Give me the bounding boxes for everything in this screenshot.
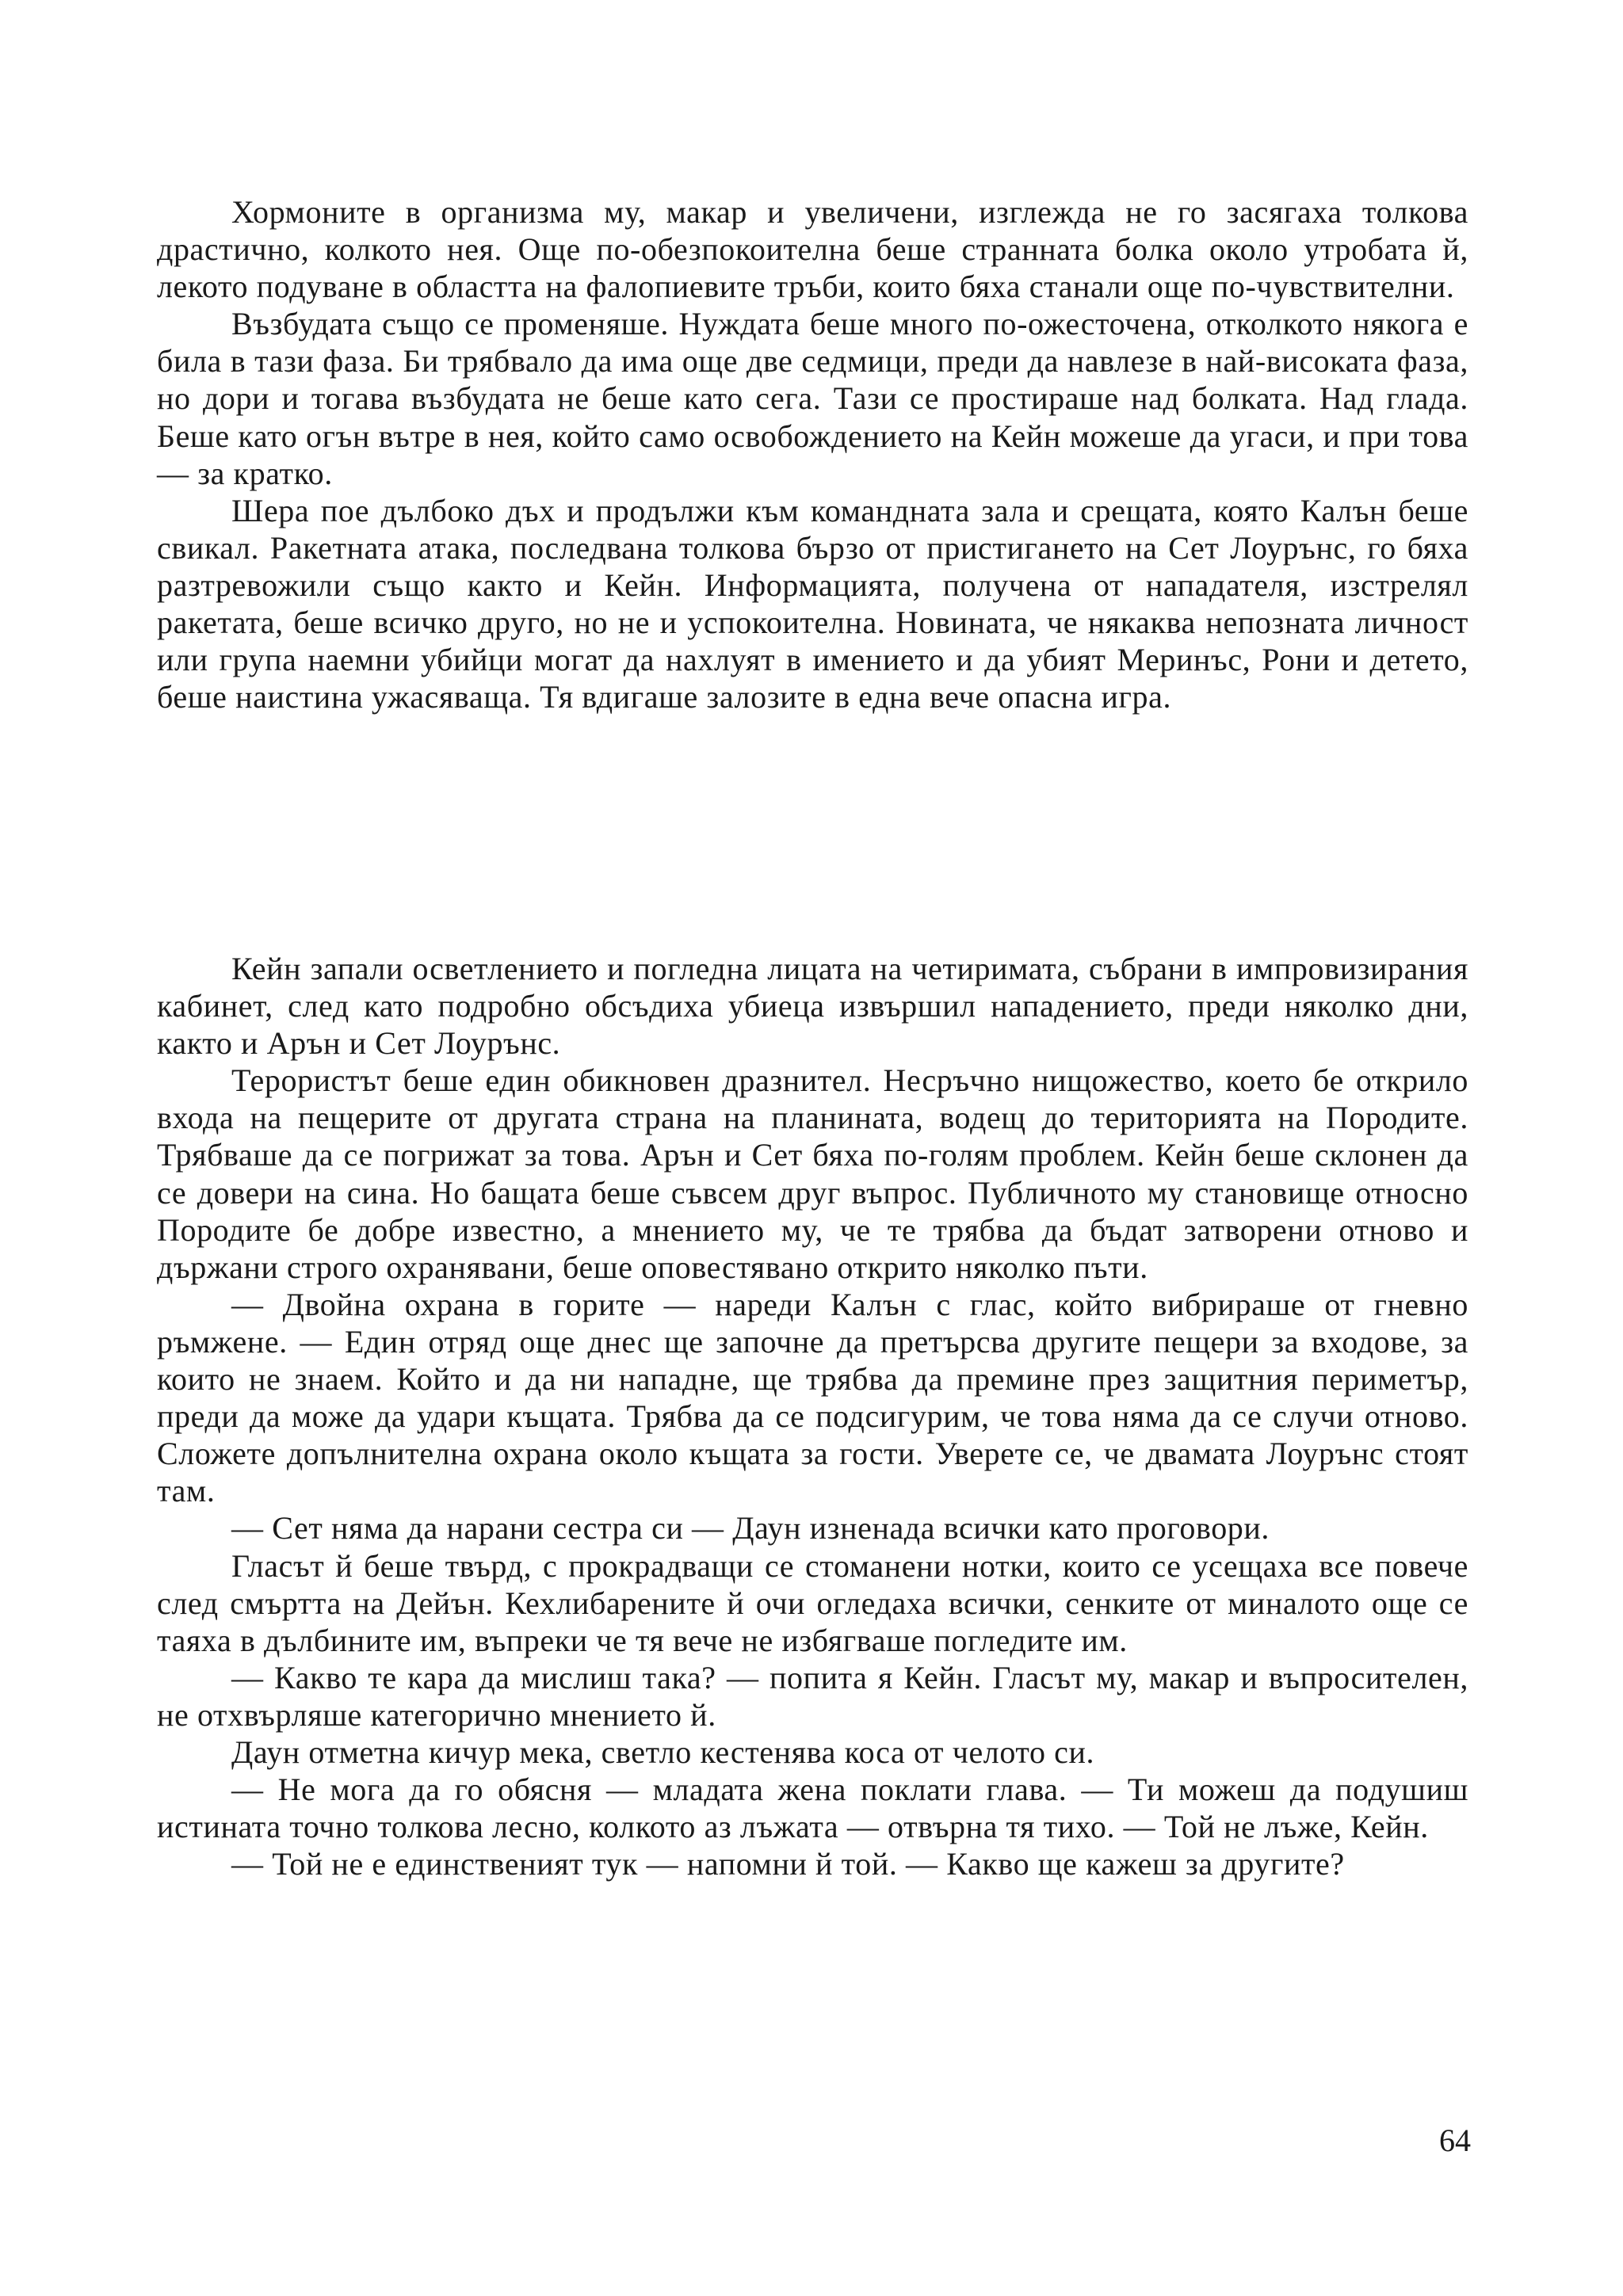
paragraph: Даун отметна кичур мека, светло кестенява коса от челото си.: [231, 1733, 1095, 1770]
paragraph: Възбудата също се променяше. Нуждата беше много по-ожесточена, отколкото някога е била в тази фаза. Би трябвало да има още две седмици, преди да навлезе в най-високата фаза, но дори и тогава възбудата не беше като сега. Тази се простираше над болката. Над глада. Беше като огън вътре в нея, който само освобождението на Кейн можеше да угаси, и при това — за кратко.: [157, 306, 1468, 491]
paragraph: Хормоните в организма му, макар и увеличени, изглежда не го засягаха толкова драстично, колкото нея. Още по-обезпокоителна беше странната болка около утробата й, лекото подуване в областта на фалопиевите тръби, които бяха станали още по-чувствителни.: [157, 194, 1468, 305]
paragraph: — Двойна охрана в горите — нареди Калън с глас, който вибрираше от гневно ръмжене. — Един отряд още днес ще започне да претърсва другите пещери за входове, за които не знаем. Който и да ни нападне, ще трябва да премине през защитния периметър, преди да може да удари къщата. Трябва да се подсигурим, че това няма да се случи отново. Сложете допълнителна охрана около къщата за гости. Уверете се, че двамата Лоурънс стоят там.: [157, 1286, 1468, 1509]
paragraph: — Той не е единственият тук — напомни й той. — Какво ще кажеш за другите?: [231, 1846, 1345, 1882]
paragraph: Терористът беше един обикновен дразнител. Несръчно нищожество, което бе открило входа на пещерите от другата страна на планината, водещ до територията на Породите. Трябваше да се погрижат за това. Арън и Сет бяха по-голям проблем. Кейн беше склонен да се довери на сина. Но бащата беше съвсем друг въпрос. Публичното му становище относно Породите бе добре известно, а мнението му, че те трябва да бъдат затворени отново и държани строго охранявани, беше оповестявано открито няколко пъти.: [157, 1062, 1468, 1285]
paragraph: Кейн запали осветлението и погледна лицата на четиримата, събрани в импровизирания кабинет, след като подробно обсъдиха убиеца извършил нападението, преди няколко дни, както и Арън и Сет Лоурънс.: [157, 951, 1468, 1062]
paragraph: — Какво те кара да мислиш така? — попита я Кейн. Гласът му, макар и въпросителен, не отхвърляше категорично мнението й.: [157, 1659, 1468, 1733]
paragraph: — Не мога да го обясня — младата жена поклати глава. — Ти можеш да подушиш истината точно толкова лесно, колкото аз лъжата — отвърна тя тихо. — Той не лъже, Кейн.: [157, 1772, 1468, 1845]
paragraph: Гласът й беше твърд, с прокрадващи се стоманени нотки, които се усещаха все повече след смъртта на Дейън. Кехлибарените й очи огледаха всички, сенките от миналото още се таяха в дълбините им, въпреки че тя вече не избягваше погледите им.: [157, 1547, 1468, 1658]
page-number: 64: [1439, 2122, 1471, 2158]
section-2: [157, 950, 1468, 1882]
paragraph: — Сет няма да нарани сестра си — Даун изненада всички като проговори.: [231, 1510, 1270, 1547]
paragraph: Шера пое дълбоко дъх и продължи към командната зала и срещата, която Калън беше свикал. Ракетната атака, последвана толкова бързо от пристигането на Сет Лоурънс, го бяха разтревожили също както и Кейн. Информацията, получена от нападателя, изстрелял ракетата, беше всичко друго, но не и успокоителна. Новината, че някаква непозната личност или група наемни убийци могат да нахлуят в имението и да убият Меринъс, Рони и детето, беше наистина ужасяваща. Тя вдигаше залозите в една вече опасна игра.: [157, 492, 1468, 715]
section-1: [157, 193, 1468, 715]
